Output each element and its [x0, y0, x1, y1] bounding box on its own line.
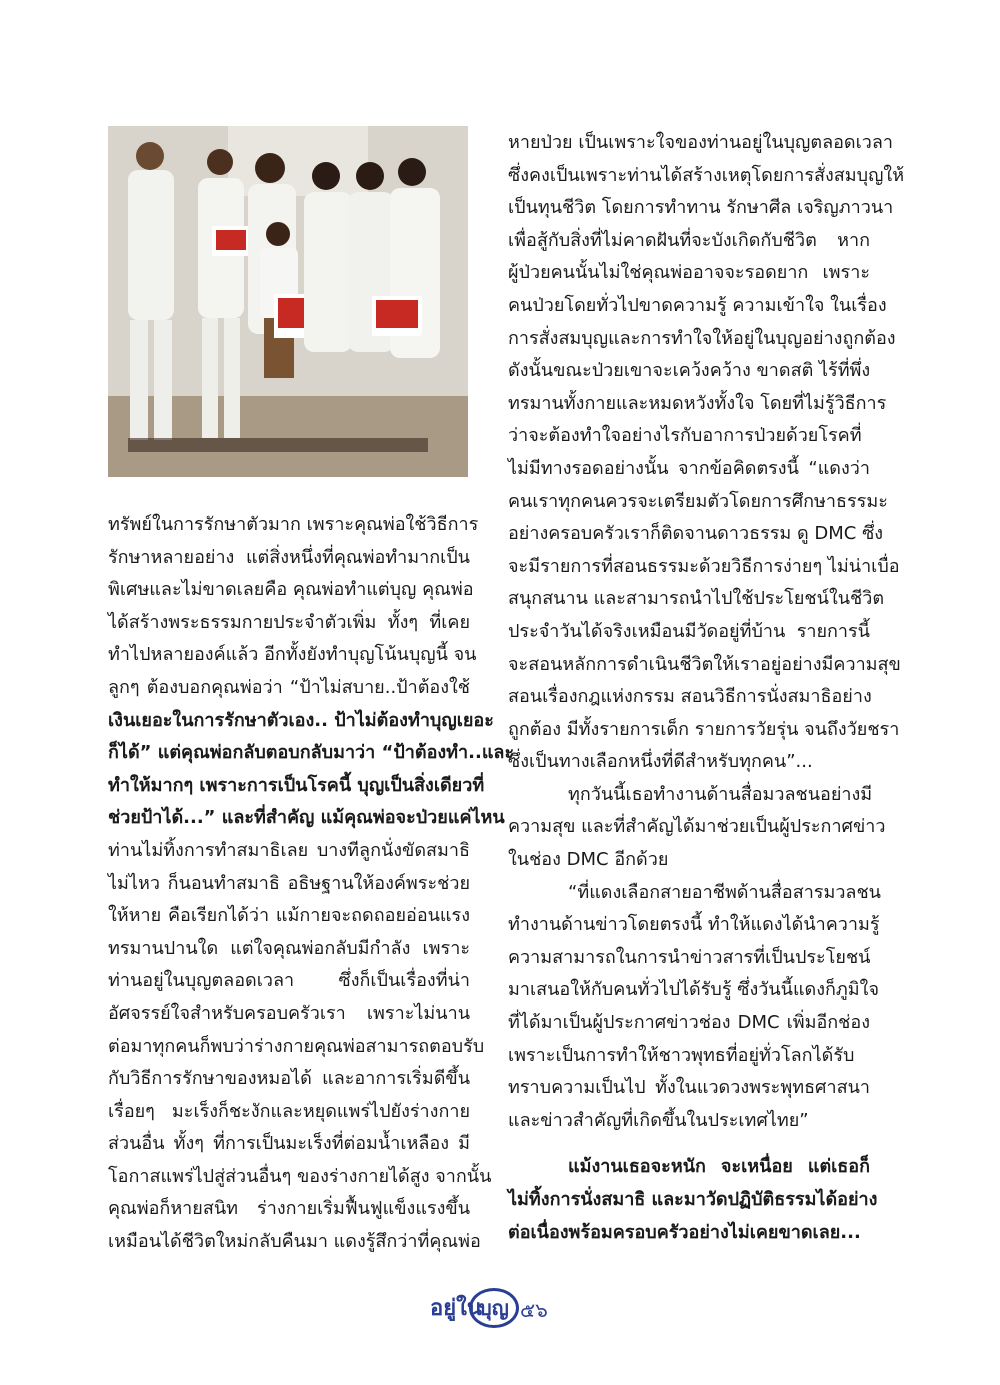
text-line: จะมีรายการที่สอนธรรมะด้วยวิธีการง่ายๆ ไม่น่าเบื่อ	[508, 555, 900, 577]
text-line: คุณพ่อก็หายสนิท ร่างกายเริ่มฟื้นฟูแข็งแรงขึ้น	[108, 1198, 470, 1220]
text-line: สนุกสนาน และสามารถนำไปใช้ประโยชน์ในชีวิต	[508, 588, 885, 610]
text-line: ลูกๆ ต้องบอกคุณพ่อว่า “ป้าไม่สบาย..ป้าต้องใช้	[108, 676, 470, 698]
text-line: ประจำวันได้จริงเหมือนมีวัดอยู่ที่บ้าน รายการนี้	[508, 620, 870, 642]
text-line: ท่านอยู่ในบุญตลอดเวลา ซึ่งก็เป็นเรื่องที่น่า	[108, 970, 470, 992]
text-line: สอนเรื่องกฎแห่งกรรม สอนวิธีการนั่งสมาธิอย่าง	[508, 686, 872, 708]
text-line: ต่อมาทุกคนก็พบว่าร่างกายคุณพ่อสามารถตอบรับ	[108, 1035, 485, 1057]
text-line: ทรัพย์ในการรักษาตัวมาก เพราะคุณพ่อใช้วิธีการ	[108, 514, 479, 535]
text-line: โอกาสแพร่ไปสู่ส่วนอื่นๆ ของร่างกายได้สูง จากนั้น	[108, 1165, 492, 1187]
text-line: ในช่อง DMC อีกด้วย	[508, 849, 669, 871]
text-line: ส่วนอื่น ทั้งๆ ที่การเป็นมะเร็งที่ต่อมน้ำเหลือง มี	[108, 1133, 470, 1155]
text-line: ไม่ไหว ก็นอนทำสมาธิ อธิษฐานให้องค์พระช่วย	[108, 872, 470, 894]
text-line: เงินเยอะในการรักษาตัวเอง.. ป้าไม่ต้องทำบุญเยอะ	[108, 709, 494, 731]
text-line: ต่อเนื่องพร้อมครอบครัวอย่างไม่เคยขาดเลย...	[508, 1221, 861, 1243]
text-line: ไม่ทิ้งการนั่งสมาธิ และมาวัดปฏิบัติธรรมได้อย่าง	[508, 1189, 878, 1210]
text-line: และข่าวสำคัญที่เกิดขึ้นในประเทศไทย”	[508, 1109, 809, 1131]
text-line: เพื่อสู้กับสิ่งที่ไม่คาดฝันที่จะบังเกิดกับชีวิต หาก	[508, 229, 870, 251]
text-line: เรื่อยๆ มะเร็งก็ชะงักและหยุดแพร่ไปยังร่างกาย	[108, 1100, 470, 1122]
text-line: ช่วยป้าได้...” และที่สำคัญ แม้คุณพ่อจะป่วยแค่ไหน	[108, 807, 505, 829]
text-line: ทราบความเป็นไป ทั้งในแวดวงพระพุทธศาสนา	[508, 1077, 870, 1099]
text-line: ทรมานปานใด แต่ใจคุณพ่อกลับมีกำลัง เพราะ	[108, 937, 470, 959]
footer-brand-part1: อยู่ใน	[430, 1295, 482, 1321]
text-line: ว่าจะต้องทำใจอย่างไรกับอาการป่วยด้วยโรคที่	[508, 425, 862, 447]
text-line: ได้สร้างพระธรรมกายประจำตัวเพิ่ม ทั้งๆ ที่เคย	[108, 611, 470, 633]
text-line: ซึ่งคงเป็นเพราะท่านได้สร้างเหตุโดยการสั่งสมบุญให้	[508, 164, 905, 186]
text-line: ท่านไม่ทิ้งการทำสมาธิเลย บางทีลูกนั่งขัดสมาธิ	[108, 839, 470, 861]
family-photo-illustration	[108, 126, 468, 477]
text-line: เหมือนได้ชีวิตใหม่กลับคืนมา แดงรู้สึกว่าที่คุณพ่อ	[108, 1231, 481, 1253]
left-text-column	[108, 509, 515, 1259]
text-line: ผู้ป่วยคนนั้นไม่ใช่คุณพ่ออาจจะรอดยาก เพราะ	[508, 262, 870, 284]
text-line: การสั่งสมบุญและการทำใจให้อยู่ในบุญอย่างถูกต้อง	[508, 327, 896, 349]
text-line: มาเสนอให้กับคนทั่วไปได้รับรู้ ซึ่งวันนี้แดงก็ภูมิใจ	[508, 979, 879, 1001]
text-line: จะสอนหลักการดำเนินชีวิตให้เราอยู่อย่างมีความสุข	[508, 653, 901, 675]
text-line: ทำให้มากๆ เพราะการเป็นโรคนี้ บุญเป็นสิ่งเดียวที่	[108, 774, 485, 796]
family-photo	[108, 126, 468, 477]
right-text-column	[508, 127, 905, 1249]
text-line: คนเราทุกคนควรจะเตรียมตัวโดยการศึกษาธรรมะ	[508, 490, 888, 512]
text-line: อย่างครอบครัวเราก็ติดจานดาวธรรม ดู DMC ซึ่ง	[508, 523, 884, 545]
text-line: ซึ่งเป็นทางเลือกหนึ่งที่ดีสำหรับทุกคน”...	[508, 751, 813, 773]
text-line: หายป่วย เป็นเพราะใจของท่านอยู่ในบุญตลอดเวลา	[508, 132, 894, 153]
text-line: แม้งานเธอจะหนัก จะเหนื่อย แต่เธอก็	[568, 1156, 870, 1178]
text-line: รักษาหลายอย่าง แต่สิ่งหนึ่งที่คุณพ่อทำมากเป็น	[108, 546, 470, 568]
text-line: ดังนั้นขณะป่วยเขาจะเคว้งคว้าง ขาดสติ ไร้ที่พึ่ง	[508, 360, 871, 382]
text-line: คนป่วยโดยทั่วไปขาดความรู้ ความเข้าใจ ในเรื่อง	[508, 294, 887, 316]
text-line: ทรมานทั้งกายและหมดหวังทั้งใจ โดยที่ไม่รู้วิธีการ	[508, 392, 887, 414]
text-line: ทำไปหลายองค์แล้ว อีกทั้งยังทำบุญโน้นบุญนี้ จน	[108, 644, 477, 666]
text-line: กับวิธีการรักษาของหมอได้ และอาการเริ่มดีขึ้น	[108, 1068, 470, 1090]
text-line: ให้หาย คือเรียกได้ว่า แม้กายจะถดถอยอ่อนแรง	[108, 905, 470, 927]
text-line: ถูกต้อง มีทั้งรายการเด็ก รายการวัยรุ่น จนถึงวัยชรา	[508, 718, 900, 740]
text-line: เป็นทุนชีวิต โดยการทำทาน รักษาศีล เจริญภาวนา	[508, 197, 894, 219]
text-line: ความสุข และที่สำคัญได้มาช่วยเป็นผู้ประกาศข่าว	[508, 816, 886, 838]
text-line: ความสามารถในการนำข่าวสารที่เป็นประโยชน์	[508, 946, 871, 968]
text-line: อัศจรรย์ใจสำหรับครอบครัวเรา เพราะไม่นาน	[108, 1002, 470, 1024]
text-line: ทำงานด้านข่าวโดยตรงนี้ ทำให้แดงได้นำความรู้	[508, 914, 880, 936]
page-number: ๕๖	[520, 1298, 548, 1322]
text-line: ที่ได้มาเป็นผู้ประกาศข่าวช่อง DMC เพิ่มอีกช่อง	[508, 1012, 870, 1034]
footer-brand-part2: บุญ	[479, 1296, 509, 1320]
text-line: “ที่แดงเลือกสายอาชีพด้านสื่อสารมวลชน	[568, 881, 881, 903]
text-line: ทุกวันนี้เธอทำงานด้านสื่อมวลชนอย่างมี	[568, 783, 873, 805]
text-line: พิเศษและไม่ขาดเลยคือ คุณพ่อทำแต่บุญ คุณพ่อ	[108, 579, 474, 601]
page-footer	[424, 1288, 584, 1328]
text-line: เพราะเป็นการทำให้ชาวพุทธที่อยู่ทั่วโลกได้รับ	[508, 1044, 855, 1066]
text-line: ไม่มีทางรอดอย่างนั้น จากข้อคิดตรงนี้ “แดงว่า	[508, 457, 870, 479]
text-line: ก็ได้” แต่คุณพ่อกลับตอบกลับมาว่า “ป้าต้องทำ..และ	[108, 742, 515, 764]
